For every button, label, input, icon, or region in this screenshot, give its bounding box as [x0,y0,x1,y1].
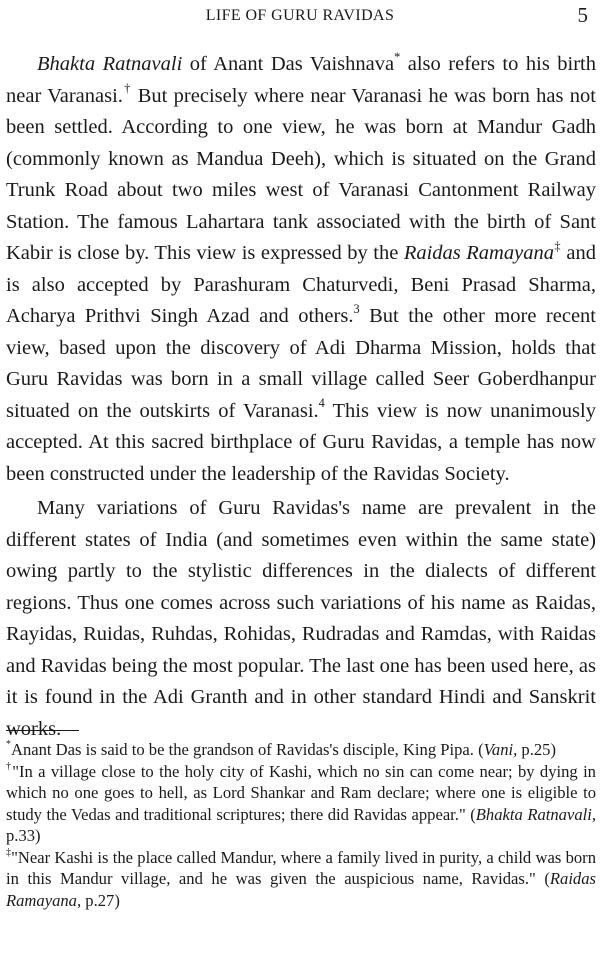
text-run: of Anant Das Vaishnava [182,53,395,75]
page-number: 5 [577,3,588,27]
footnote-rule [6,730,79,731]
work-title: Raidas Ramayana [403,242,554,264]
running-title: LIFE OF GURU RAVIDAS [205,7,395,24]
footnote-ref: † [122,81,132,96]
footnote-source: Bhakta Ratnavali, [475,804,596,824]
footnote-page: p.33) [6,826,41,845]
text-run: But the other more recent view, based upon the discovery of Adi Dharma Mission, holds that Guru Ravidas was born in a small village called Seer Goberdhanpur situated on the outskirts of Varanasi. [6,305,596,422]
text-run: But precisely where near Varanasi he was born has not been settled. According to one view, he was born at Mandur Gadh (commonly known as Mandua Deeh), which is situated on the Grand Trunk Road about two miles west of Varanasi Cantonment Railway Station. The famous Lahartara tank associated with the birth of Sant Kabir is close by. This view is expressed by the [6,84,596,264]
paragraph-name-variations: Many variations of Guru Ravidas's name are prevalent in the different states of India (and sometimes even within the same state) owing partly to the stylistic differences in the dialects of different regions. Thus one comes across such variations of his name as Raidas, Rayidas, Ruidas, Ruhdas, Rohidas, Rudradas and Ramdas, with Raidas and Ravidas being the most popular. The last one has been used here, as it is found in the Adi Granth and in other standard Hindi and Sanskrit works. [6,497,596,740]
footnote-text: "Near Kashi is the place called Mandur, where a family lived in purity, a child was born in this Mandur village, and he was given the auspicious name, Ravidas." ( [6,847,596,888]
text-run: and is also accepted by Parashuram Chaturvedi, Beni Prasad Sharma, Acharya Prithvi Singh Azad and others. [6,242,596,327]
footnote-page: p.25) [517,740,556,759]
footnote-marker: ‡ [6,846,12,858]
footnote-text: "In a village close to the holy city of Kashi, which no sin can come near; by dying in which no one goes to hell, as Lord Shankar and Ram declare; where one is eligible to study the Vedas and traditional scriptures; there did Ravidas appear." ( [6,761,596,824]
page-header [0,5,600,27]
endnote-ref: 3 [353,301,360,316]
endnote-ref: 4 [318,396,325,411]
footnote-marker: † [6,760,13,772]
text-run: also refers to his birth near Varanasi. [6,53,597,107]
footnote-ref: ‡ [553,238,561,253]
paragraph-birthplace [6,49,596,490]
footnote-text: Anant Das is said to be the grandson of Ravidas's disciple, King Pipa. ( [10,740,484,759]
work-title: Bhakta Ratnavali [37,53,183,75]
text-run: This view is now unanimously accepted. At this sacred birthplace of Guru Ravidas, a temple has now been constructed under the leadership of the Ravidas Society. [6,399,596,485]
footnote [6,761,596,847]
footnote-ref: * [394,49,401,64]
footnote [6,739,596,761]
footnote-marker: * [6,739,11,751]
body-text [6,49,596,745]
footnotes [6,739,596,911]
footnote-source: Vani, [483,740,518,759]
footnote-page: p.27) [81,890,120,910]
footnote [6,847,596,912]
footnote-source: Raidas Ramayana, [6,869,596,910]
